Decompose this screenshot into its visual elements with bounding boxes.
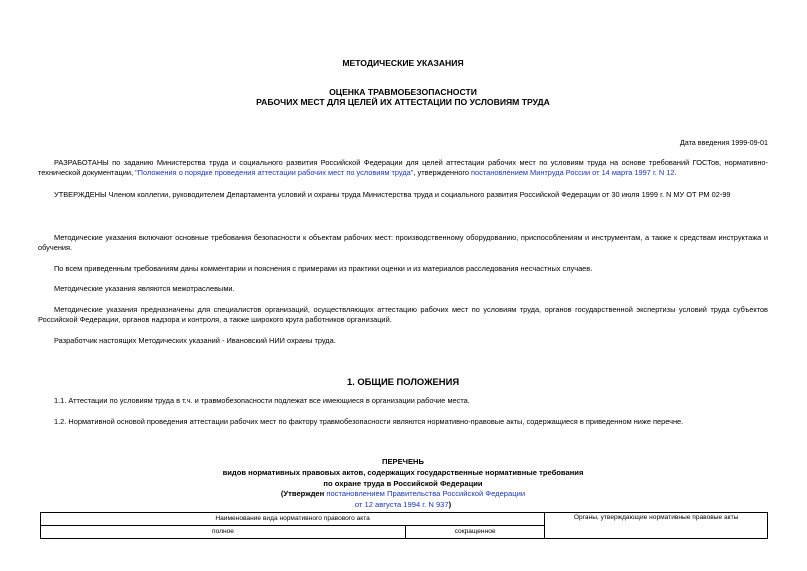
table-subheader-cell: полное bbox=[41, 526, 406, 539]
list-date-line bbox=[38, 500, 768, 511]
document-subtitle bbox=[38, 87, 768, 108]
developed-text-3: . bbox=[674, 167, 677, 177]
list-line-2: видов нормативных правовых актов, содержащих государственные нормативные требования bbox=[222, 467, 584, 477]
table-header-row bbox=[41, 513, 768, 526]
developed-lead: РАЗРАБОТАНЫ bbox=[54, 158, 109, 167]
approved-close: ) bbox=[448, 500, 452, 510]
government-decree-link[interactable]: постановлением Правительства Российской Федерации bbox=[326, 489, 526, 499]
intro-date: Дата введения 1999-09-01 bbox=[679, 138, 768, 147]
developed-text-2: , утвержденного bbox=[413, 167, 472, 177]
table-header-cell: Наименование вида нормативного правового акта bbox=[41, 513, 545, 526]
list-line-3: по охране труда в Российской Федерации bbox=[323, 478, 483, 488]
body-paragraph: Методические указания предназначены для специалистов организаций, осуществляющих аттестацию рабочих мест по условиям труда, органов государственной экспертизы условий труда субъектов Российской Федерации, органов надзора и контроля, а также широкого круга работников организаций. bbox=[38, 305, 768, 324]
subtitle-line-1: ОЦЕНКА ТРАВМОБЕЗОПАСНОСТИ bbox=[329, 87, 477, 97]
body-paragraph: Разработчик настоящих Методических указаний - Ивановский НИИ охраны труда. bbox=[54, 336, 336, 345]
developed-text: по заданию Министерства труда и социального развития Российской Федерации для целей аттестации рабочих мест по условиям труда на основе требований ГОСТов, нормативно-технической документации, bbox=[38, 158, 768, 177]
government-decree-date-link[interactable]: от 12 августа 1994 г. N 937 bbox=[354, 500, 449, 510]
approved-text: Членом коллегии, руководителем Департамента условий и охраны труда Министерства труда и социального развития Российской Федерации от 30 июля 1999 г. N МУ ОТ РМ 02-99 bbox=[106, 190, 731, 199]
section-paragraph: 1.2. Нормативной основой проведения аттестации рабочих мест по фактору травмобезопасности являются нормативно-правовые акты, содержащиеся в приведенном ниже перечне. bbox=[54, 417, 684, 426]
body-paragraph: Методические указания являются межотраслевыми. bbox=[54, 284, 235, 293]
section-paragraph: 1.1. Аттестации по условиям труда в т.ч. и травмобезопасности подлежат все имеющиеся в организации рабочие места. bbox=[54, 396, 470, 405]
table-subheader-cell: сокращенное bbox=[406, 526, 545, 539]
document-title: МЕТОДИЧЕСКИЕ УКАЗАНИЯ bbox=[342, 58, 464, 68]
body-paragraph: По всем приведенным требованиям даны комментарии и пояснения с примерами из практики оценки и из материалов расследования несчастных случаев. bbox=[54, 264, 593, 273]
approved-paragraph bbox=[38, 190, 768, 200]
list-approved-line bbox=[38, 489, 768, 500]
approved-lead: УТВЕРЖДЕНЫ bbox=[54, 190, 107, 199]
developed-paragraph bbox=[38, 158, 768, 178]
body-paragraph: Методические указания включают основные требования безопасности к объектам рабочих мест: производственному оборудованию, приспособлениям и инструментам, а также к средствам инструктажа и обучения. bbox=[38, 233, 768, 252]
acts-table bbox=[40, 512, 768, 539]
regulation-link[interactable]: "Положения о порядке проведения аттестации рабочих мест по условиям труда" bbox=[135, 167, 414, 177]
list-title: ПЕРЕЧЕНЬ bbox=[382, 457, 424, 466]
table-header-cell: Органы, утверждающие нормативные правовые акты bbox=[545, 513, 768, 539]
decree-link[interactable]: постановлением Минтруда России от 14 марта 1997 г. N 12 bbox=[471, 167, 675, 177]
list-heading bbox=[38, 457, 768, 511]
section-title: 1. ОБЩИЕ ПОЛОЖЕНИЯ bbox=[346, 376, 460, 387]
approved-open: (Утвержден bbox=[280, 489, 327, 499]
subtitle-line-2: РАБОЧИХ МЕСТ ДЛЯ ЦЕЛЕЙ ИХ АТТЕСТАЦИИ ПО УСЛОВИЯМ ТРУДА bbox=[256, 97, 550, 108]
